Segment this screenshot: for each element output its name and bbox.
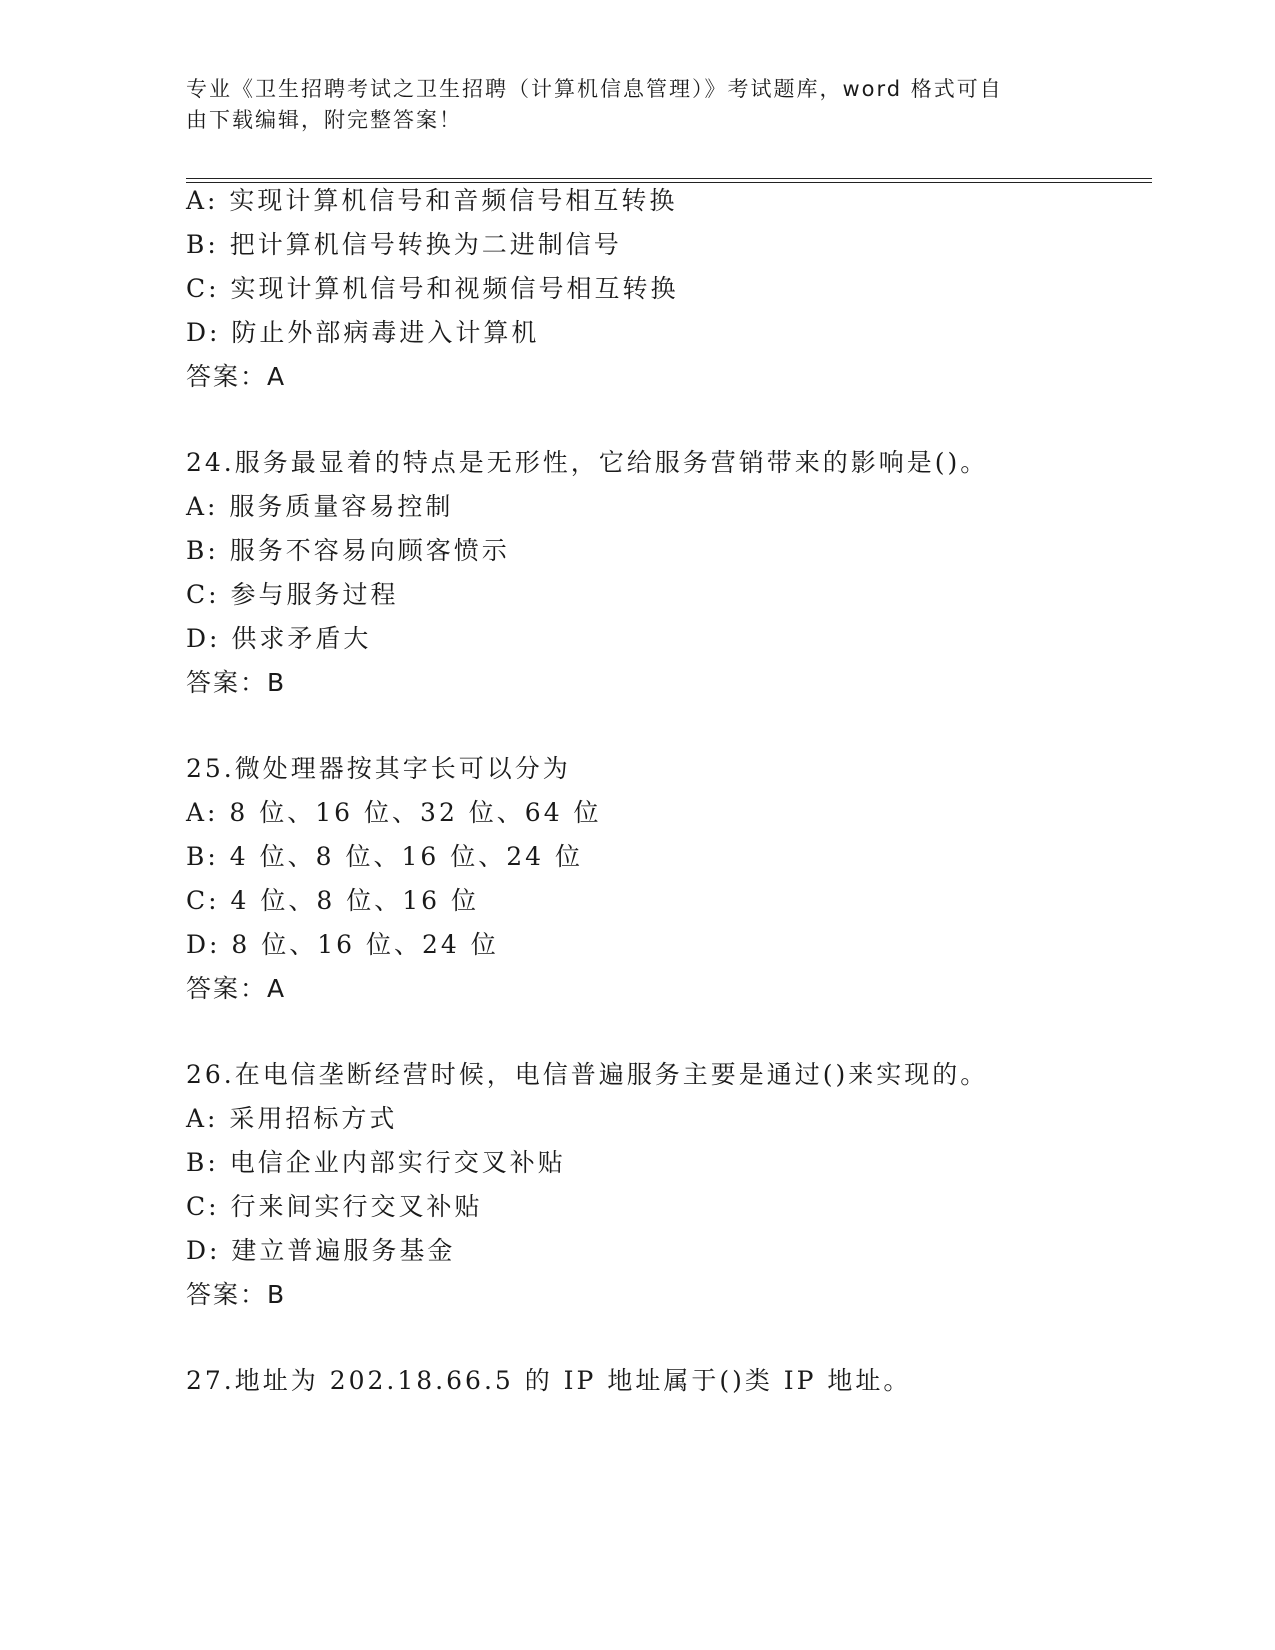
q26-option-a: A: 采用招标方式 [186,1104,398,1133]
q26-question: 26.在电信垄断经营时候，电信普遍服务主要是通过()来实现的。 [186,1060,989,1089]
q25-question: 25.微处理器按其字长可以分为 [186,754,571,783]
header-line-1: 专业《卫生招聘考试之卫生招聘（计算机信息管理）》考试题库，word 格式可自 [186,77,1003,101]
q24-question: 24.服务最显着的特点是无形性，它给服务营销带来的影响是()。 [186,448,989,477]
q24-option-a: A: 服务质量容易控制 [186,492,454,521]
q26-option-c: C: 行来间实行交叉补贴 [186,1192,483,1221]
q23-option-a: A: 实现计算机信号和音频信号相互转换 [186,186,678,215]
header-divider [186,178,1152,183]
q24-answer: 答案：B [186,668,287,697]
q24-option-c: C: 参与服务过程 [186,580,399,609]
q23-option-c: C: 实现计算机信号和视频信号相互转换 [186,274,679,303]
q27-question: 27.地址为 202.18.66.5 的 IP 地址属于()类 IP 地址。 [186,1366,912,1395]
q26-option-d: D: 建立普遍服务基金 [186,1236,456,1265]
q25-option-a: A: 8 位、16 位、32 位、64 位 [186,798,602,827]
q23-answer: 答案：A [186,362,287,391]
q23-option-d: D: 防止外部病毒进入计算机 [186,318,540,347]
q24-option-b: B: 服务不容易向顾客愤示 [186,536,510,565]
q25-option-b: B: 4 位、8 位、16 位、24 位 [186,842,583,871]
q25-option-c: C: 4 位、8 位、16 位 [186,886,479,915]
q24-option-d: D: 供求矛盾大 [186,624,372,653]
q23-option-b: B: 把计算机信号转换为二进制信号 [186,230,622,259]
document-header [186,74,1066,136]
q25-option-d: D: 8 位、16 位、24 位 [186,930,499,959]
q26-answer: 答案：B [186,1280,287,1309]
q26-option-b: B: 电信企业内部实行交叉补贴 [186,1148,566,1177]
q25-answer: 答案：A [186,974,287,1003]
header-line-2: 由下载编辑，附完整答案！ [186,108,462,132]
